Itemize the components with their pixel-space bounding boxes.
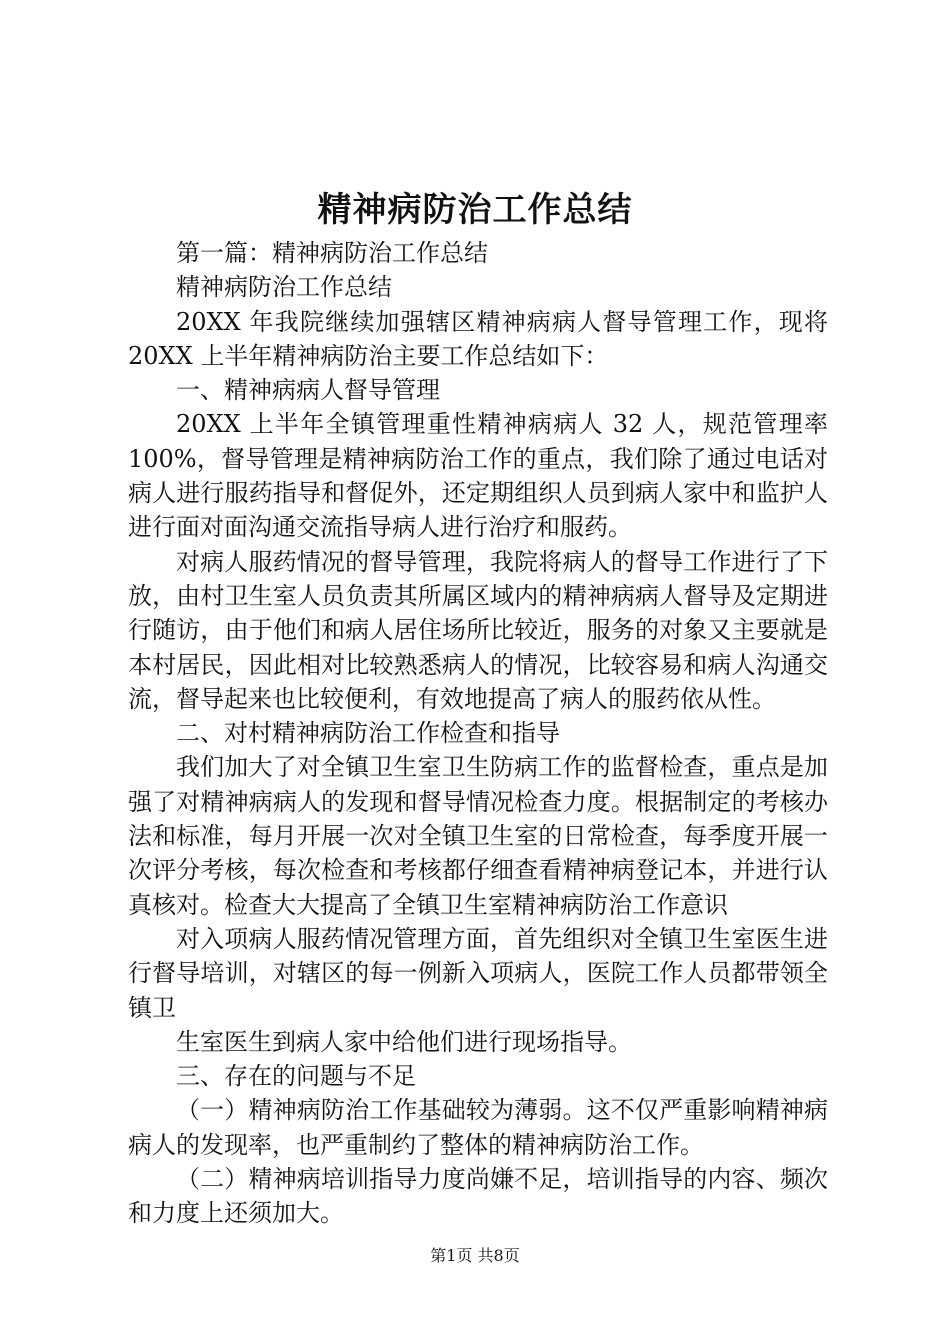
body-paragraph: 我们加大了对全镇卫生室卫生防病工作的监督检查，重点是加强了对精神病病人的发现和督导情况检查力度。根据制定的考核办法和标准，每月开展一次对全镇卫生室的日常检查，每季度开展一次评分考核，每次检查和考核都仔细查看精神病登记本，并进行认真核对。检查大大提高了全镇卫生室精神病防治工作意识 [128, 753, 828, 919]
body-paragraph: 20XX 上半年全镇管理重性精神病病人 32 人，规范管理率 100%，督导管理是精神病防治工作的重点，我们除了通过电话对病人进行服药指导和督促外，还定期组织人员到病人家中和监护人进行面对面沟通交流指导病人进行治疗和服药。 [128, 410, 828, 542]
document-body [128, 236, 828, 1231]
section-heading: 第一篇：精神病防治工作总结 [176, 239, 488, 267]
section-heading: 三、存在的问题与不足 [176, 1062, 416, 1091]
body-paragraph: 对病人服药情况的督导管理，我院将病人的督导工作进行了下放，由村卫生室人员负责其所属区域内的精神病病人督导及定期进行随访，由于他们和病人居住场所比较近，服务的对象又主要就是本村居民，因此相对比较熟悉病人的情况，比较容易和病人沟通交流，督导起来也比较便利，有效地提高了病人的服药依从性。 [128, 547, 828, 713]
body-paragraph: 对入项病人服药情况管理方面，首先组织对全镇卫生室医生进行督导培训，对辖区的每一例新入项病人，医院工作人员都带领全镇卫 [128, 924, 828, 1022]
document-title: 精神病防治工作总结 [317, 190, 633, 230]
body-paragraph: 20XX 年我院继续加强辖区精神病病人督导管理工作，现将 20XX 上半年精神病防治主要工作总结如下： [128, 307, 828, 370]
section-heading: 一、精神病病人督导管理 [176, 376, 440, 405]
body-paragraph: （二）精神病培训指导力度尚嫌不足，培训指导的内容、频次和力度上还须加大。 [128, 1165, 828, 1228]
section-heading: 二、对村精神病防治工作检查和指导 [176, 719, 560, 748]
body-paragraph: （一）精神病防治工作基础较为薄弱。这不仅严重影响精神病病人的发现率，也严重制约了整体的精神病防治工作。 [128, 1096, 828, 1159]
subtitle: 精神病防治工作总结 [176, 273, 392, 302]
page-number: 第1页 共8页 [430, 1246, 520, 1265]
body-paragraph: 生室医生到病人家中给他们进行现场指导。 [176, 1027, 632, 1056]
